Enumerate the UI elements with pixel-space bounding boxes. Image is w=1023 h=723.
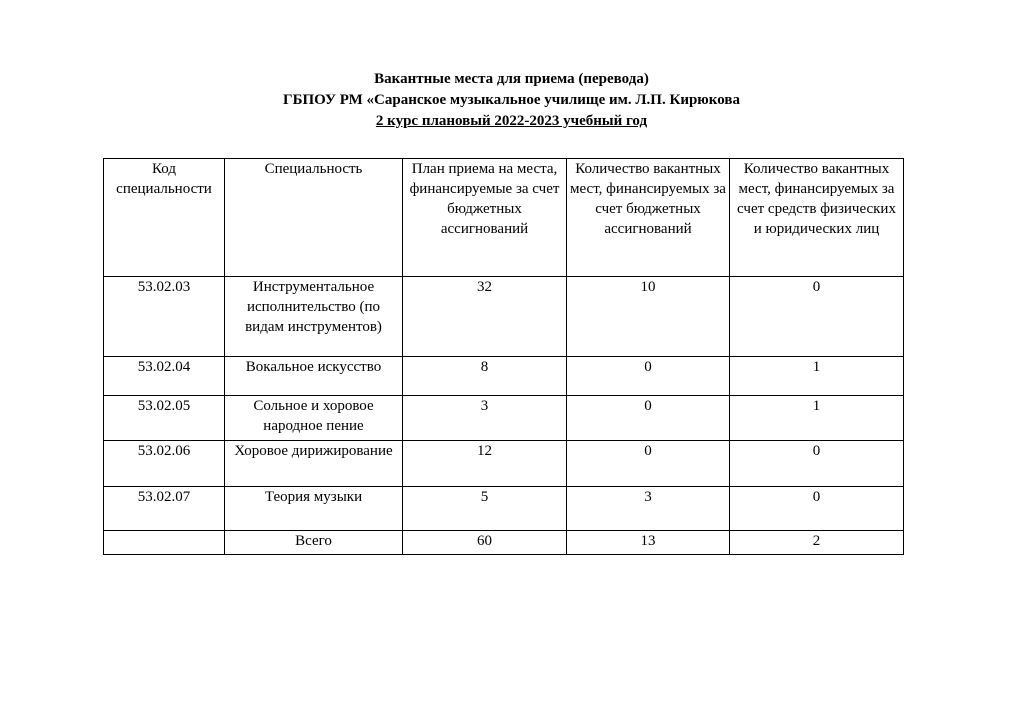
cell-specialty: Хоровое дирижирование <box>225 441 403 487</box>
cell-admission-plan: 3 <box>403 396 567 441</box>
vacancies-table <box>103 158 904 555</box>
cell-paid-vacancies: 0 <box>730 277 904 357</box>
cell-specialty: Вокальное искусство <box>225 357 403 396</box>
header-code: Код специальности <box>104 159 225 277</box>
cell-specialty: Инструментальное исполнительство (по видам инструментов) <box>225 277 403 357</box>
cell-total-admission-plan: 60 <box>403 531 567 555</box>
table-total-row <box>104 531 904 555</box>
cell-paid-vacancies: 0 <box>730 441 904 487</box>
cell-admission-plan: 12 <box>403 441 567 487</box>
cell-specialty: Сольное и хоровое народное пение <box>225 396 403 441</box>
document-title <box>0 69 1023 132</box>
cell-code: 53.02.03 <box>104 277 225 357</box>
header-paid-vacancies: Количество вакантных мест, финансируемых за счет средств физических и юридических лиц <box>730 159 904 277</box>
cell-budget-vacancies: 0 <box>567 441 730 487</box>
cell-admission-plan: 5 <box>403 487 567 531</box>
cell-total-label: Всего <box>225 531 403 555</box>
cell-total-paid-vacancies: 2 <box>730 531 904 555</box>
cell-budget-vacancies: 10 <box>567 277 730 357</box>
cell-code <box>104 531 225 555</box>
cell-admission-plan: 8 <box>403 357 567 396</box>
cell-total-budget-vacancies: 13 <box>567 531 730 555</box>
title-line-1: Вакантные места для приема (перевода) <box>374 71 649 87</box>
header-admission-plan: План приема на места, финансируемые за счет бюджетных ассигнований <box>403 159 567 277</box>
cell-code: 53.02.05 <box>104 396 225 441</box>
cell-paid-vacancies: 1 <box>730 396 904 441</box>
title-line-2: ГБПОУ РМ «Саранское музыкальное училище им. Л.П. Кирюкова <box>283 92 740 108</box>
table-row <box>104 357 904 396</box>
cell-code: 53.02.07 <box>104 487 225 531</box>
cell-paid-vacancies: 1 <box>730 357 904 396</box>
cell-budget-vacancies: 0 <box>567 357 730 396</box>
table-row <box>104 441 904 487</box>
cell-budget-vacancies: 3 <box>567 487 730 531</box>
cell-paid-vacancies: 0 <box>730 487 904 531</box>
table-row <box>104 277 904 357</box>
table-row <box>104 487 904 531</box>
table-header-row <box>104 159 904 277</box>
cell-code: 53.02.06 <box>104 441 225 487</box>
cell-code: 53.02.04 <box>104 357 225 396</box>
cell-specialty: Теория музыки <box>225 487 403 531</box>
table-row <box>104 396 904 441</box>
title-line-3: 2 курс плановый 2022-2023 учебный год <box>375 113 648 129</box>
header-budget-vacancies: Количество вакантных мест, финансируемых за счет бюджетных ассигнований <box>567 159 730 277</box>
header-specialty: Специальность <box>225 159 403 277</box>
cell-admission-plan: 32 <box>403 277 567 357</box>
cell-budget-vacancies: 0 <box>567 396 730 441</box>
